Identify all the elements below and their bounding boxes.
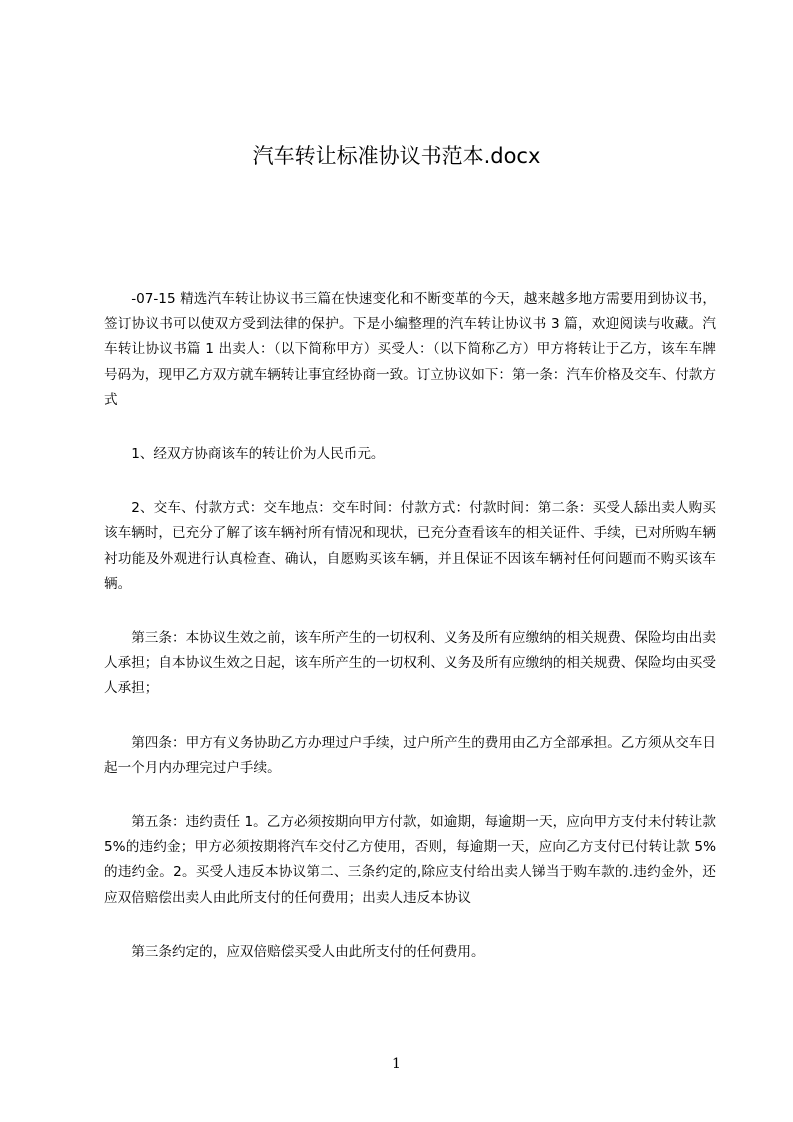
paragraph-article-3-continued: 第三条约定的，应双倍赔偿买受人由此所支付的任何费用。 xyxy=(131,943,485,960)
paragraph-delivery-payment: 2、交车、付款方式：交车地点：交车时间：付款方式：付款时间：第二条：买受人舔出卖人购买该车辆时，已充分了解了该车辆衬所有情况和现状，已充分查看该车的相关证件、手续，已对所购车辆衬功能及外观进行认真检查、确认，自愿购买该车辆，并且保证不因该车辆衬任何问题而不购买该车辆。 xyxy=(104,500,716,592)
paragraph-article-5: 第五条：违约责任 1。乙方必须按期向甲方付款，如逾期，每逾期一天，应向甲方支付未付转让款 5%的违约金；甲方必须按期将汽车交付乙方使用，否则，每逾期一天，应向乙方支付已付转让款 5%的违约金。2。买受人违反本协议第二、三条约定的,除应支付给出卖人锑当于购车款的.违约金外，还应双倍赔偿出卖人由此所支付的任何费用；出卖人违反本协议 xyxy=(104,814,716,906)
document-body xyxy=(104,287,716,994)
paragraph-price: 1、经双方协商该车的转让价为人民币元。 xyxy=(131,446,385,463)
paragraph-article-4: 第四条：甲方有义务协助乙方办理过户手续，过户所产生的费用由乙方全部承担。乙方须从交车日起一个月内办理完过户手续。 xyxy=(104,734,716,776)
page-number: 1 xyxy=(392,1056,401,1072)
paragraph-article-3: 第三条：本协议生效之前，该车所产生的一切权利、义务及所有应缴纳的相关规费、保险均由出卖人承担；自本协议生效之日起，该车所产生的一切权利、义务及所有应缴纳的相关规费、保险均由买受人承担； xyxy=(104,630,716,697)
document-title: 汽车转让标准协议书范本.docx xyxy=(252,144,541,168)
paragraph-intro: -07-15 精选汽车转让协议书三篇在快速变化和不断变革的今天，越来越多地方需要用到协议书，签订协议书可以使双方受到法律的保护。下是小编整理的汽车转让协议书 3 篇，欢迎阅读与收藏。汽车转让协议书篇 1 出卖人：（以下简称甲方）买受人：（以下简称乙方）甲方将转让于乙方，该车车牌号码为，现甲乙方双方就车辆转让事宜经协商一致。订立协议如下：第一条：汽车价格及交车、付款方式 xyxy=(104,291,716,408)
